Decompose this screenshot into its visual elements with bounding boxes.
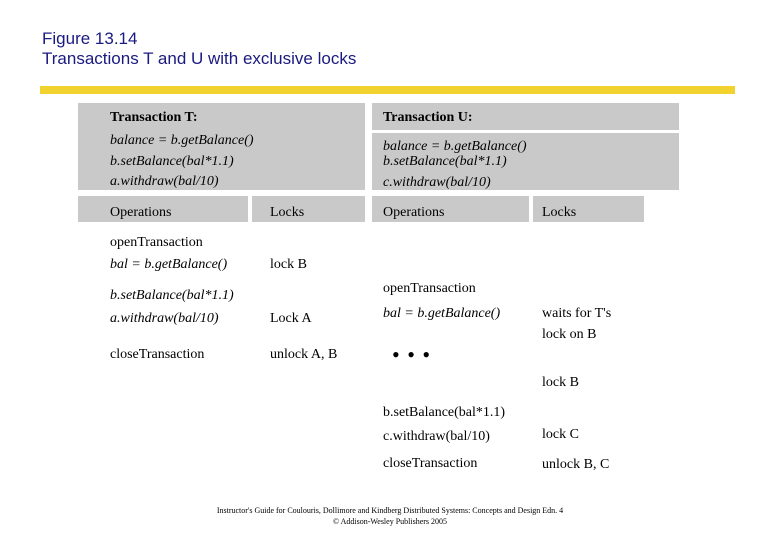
t-locks-header: Locks xyxy=(270,205,305,220)
t-op-withdraw: a.withdraw(bal/10) xyxy=(110,311,219,326)
t-locks-header-cell xyxy=(252,196,365,222)
u-code-line-1: balance = b.getBalance() xyxy=(383,139,527,154)
accent-bar xyxy=(40,86,735,94)
ellipsis-dots: • • • xyxy=(392,342,432,367)
u-lock-c: lock C xyxy=(542,427,579,442)
u-op-set-balance: b.setBalance(bal*1.1) xyxy=(383,405,506,420)
u-lock-waits: waits for T's xyxy=(542,306,612,321)
u-unlock-b-c: unlock B, C xyxy=(542,457,610,472)
t-lock-b: lock B xyxy=(270,257,307,272)
t-operations-header: Operations xyxy=(110,205,172,220)
t-unlock-a-b: unlock A, B xyxy=(270,347,338,362)
t-code-line-3: a.withdraw(bal/10) xyxy=(110,174,219,189)
u-op-get-balance: bal = b.getBalance() xyxy=(383,306,501,321)
t-code-line-1: balance = b.getBalance() xyxy=(110,133,254,148)
footer-credit: Instructor's Guide for Coulouris, Dollimore and Kindberg Distributed Systems: Concepts and Design Edn. 4 xyxy=(216,506,564,515)
u-lock-waits-on-b: lock on B xyxy=(542,327,597,342)
u-op-close-transaction: closeTransaction xyxy=(383,456,478,471)
u-lock-b: lock B xyxy=(542,375,579,390)
t-op-close-transaction: closeTransaction xyxy=(110,347,205,362)
t-op-get-balance: bal = b.getBalance() xyxy=(110,257,228,272)
t-code-line-2: b.setBalance(bal*1.1) xyxy=(110,154,234,169)
transaction-t-header: Transaction T: xyxy=(110,110,198,125)
figure-title: Figure 13.14 xyxy=(42,29,138,48)
u-code-line-2: b.setBalance(bal*1.1) xyxy=(383,154,507,169)
u-op-open-transaction: openTransaction xyxy=(383,281,476,296)
figure-subtitle: Transactions T and U with exclusive locks xyxy=(42,49,357,68)
transaction-u-header: Transaction U: xyxy=(383,110,473,125)
u-locks-header: Locks xyxy=(542,205,577,220)
footer-copyright: © Addison-Wesley Publishers 2005 xyxy=(332,517,448,526)
t-op-open-transaction: openTransaction xyxy=(110,235,203,250)
t-lock-a: Lock A xyxy=(270,311,312,326)
u-code-line-3: c.withdraw(bal/10) xyxy=(383,175,491,190)
t-op-set-balance: b.setBalance(bal*1.1) xyxy=(110,288,234,303)
u-operations-header: Operations xyxy=(383,205,445,220)
u-op-withdraw: c.withdraw(bal/10) xyxy=(383,429,490,444)
